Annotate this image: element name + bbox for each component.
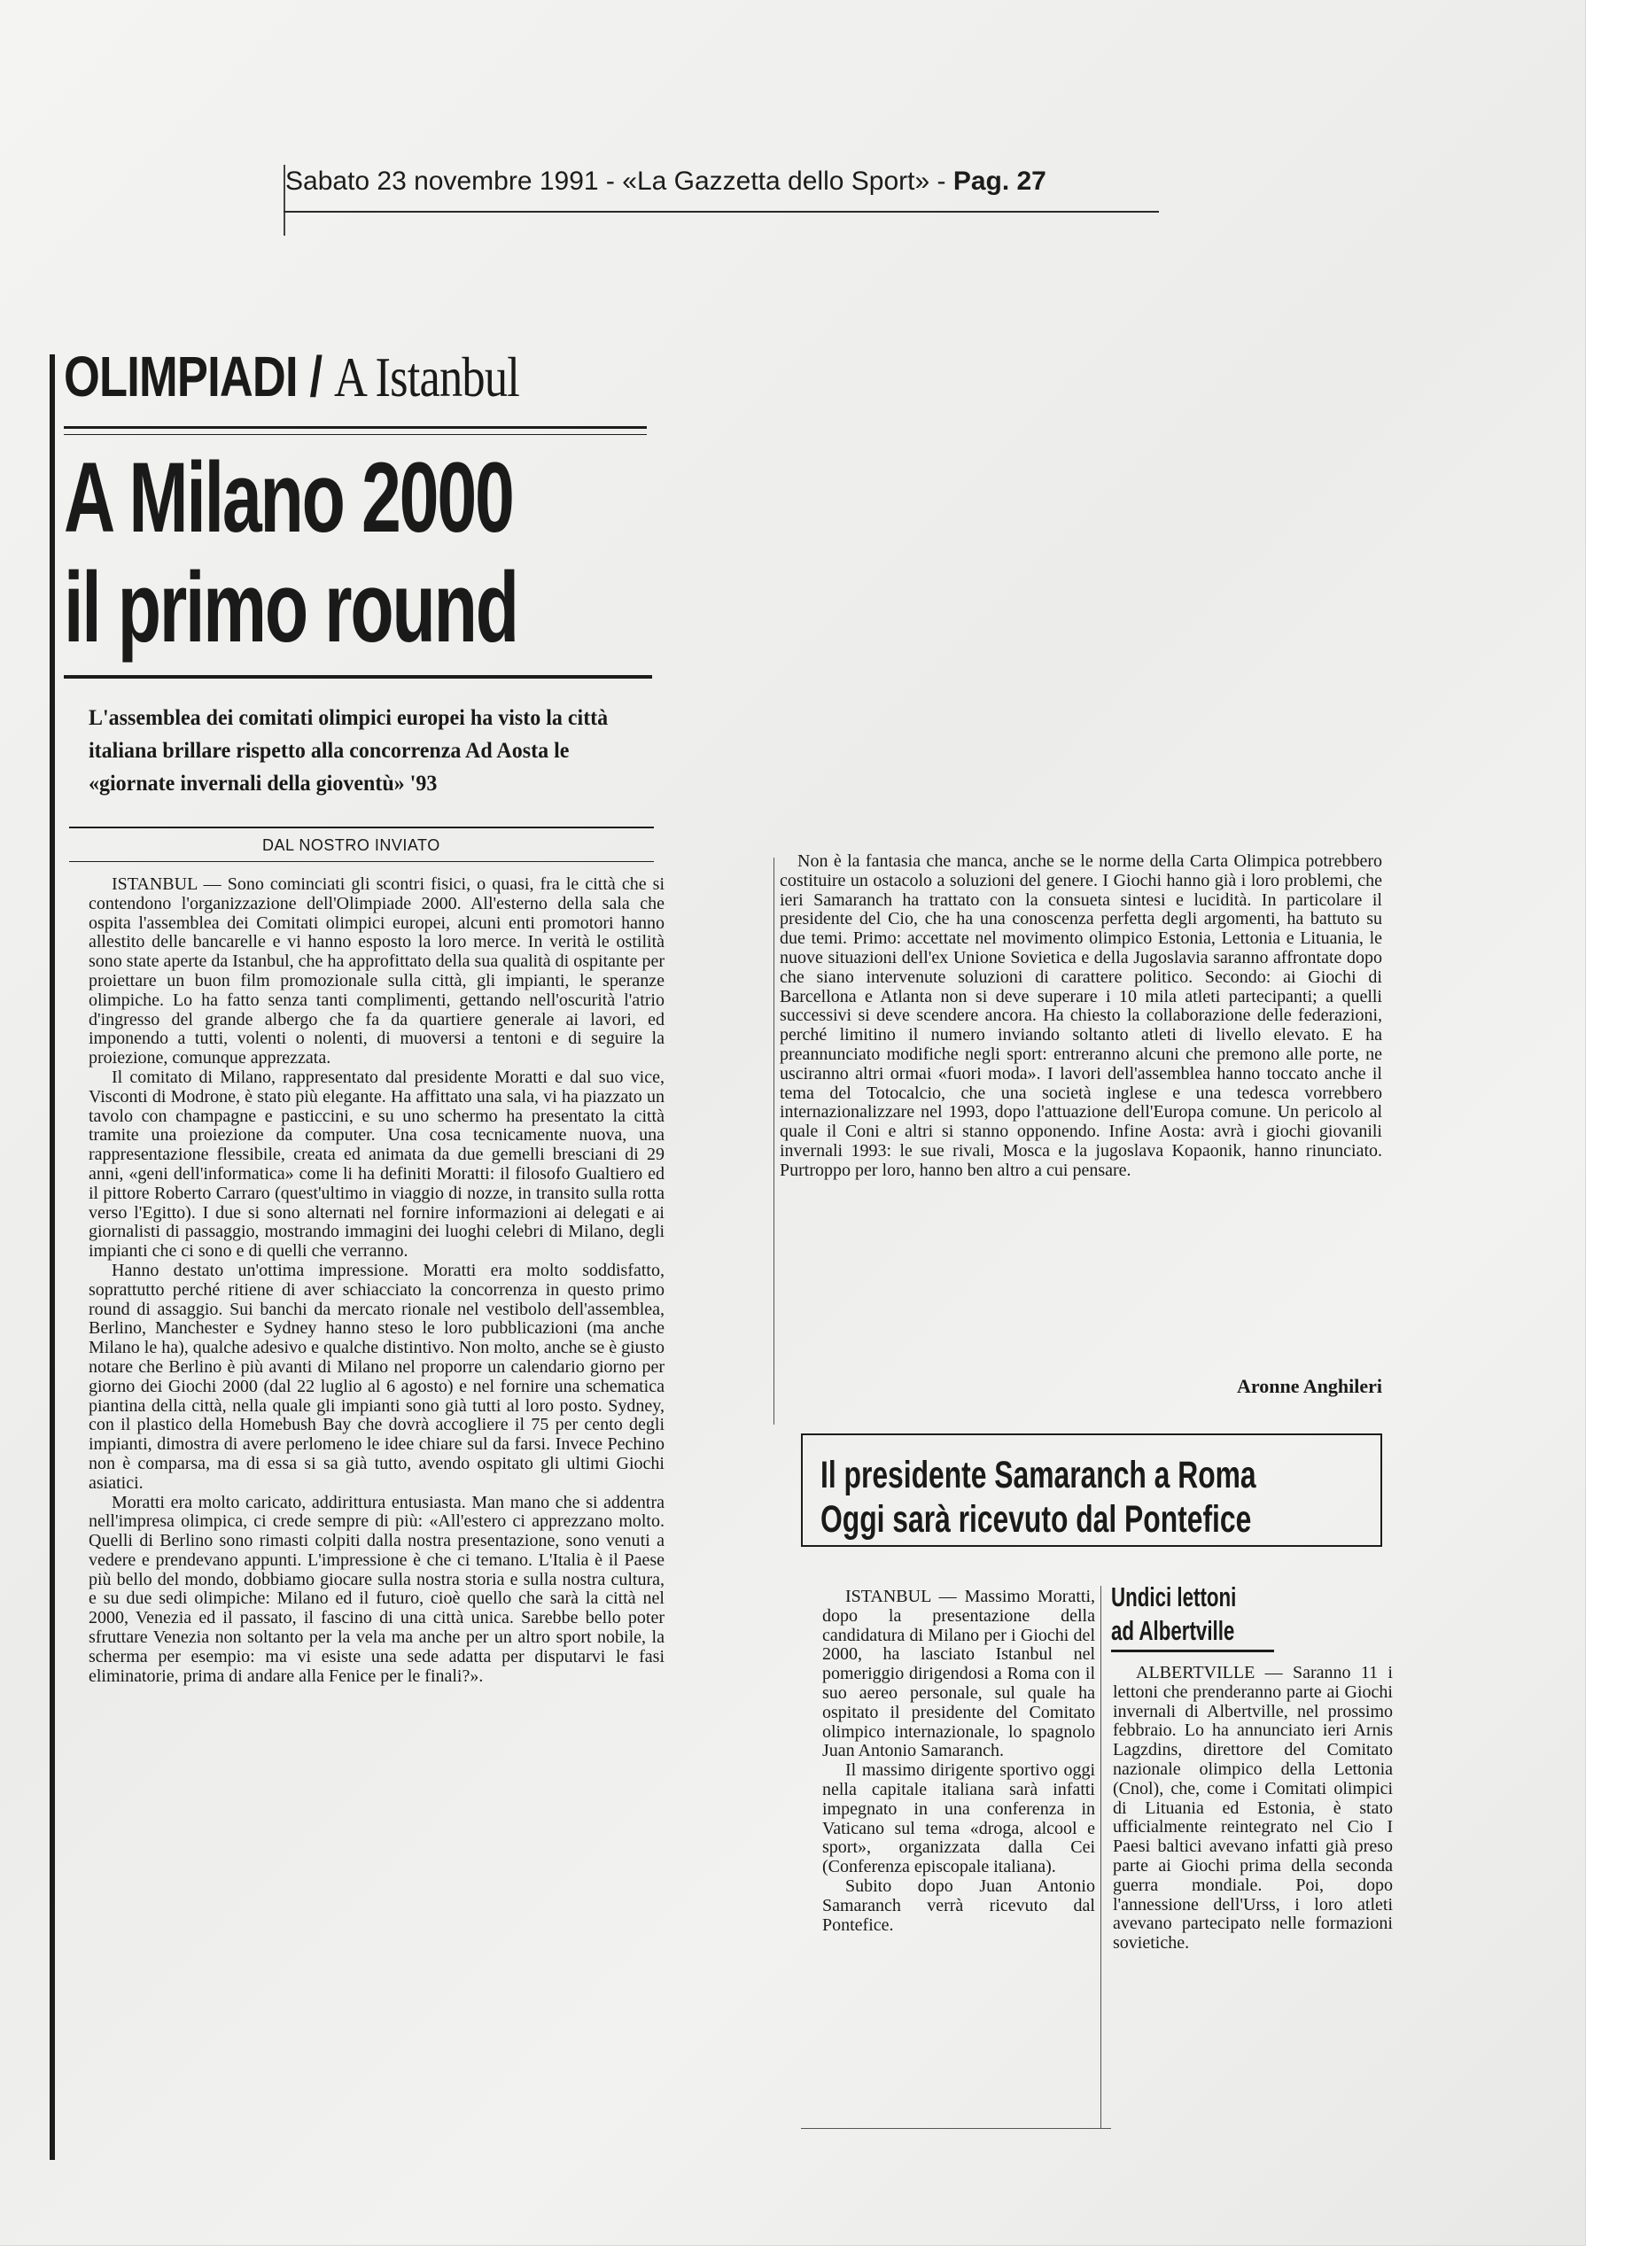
column-divider [773,858,774,1425]
box-article-bottom-rule [801,2128,1111,2129]
paragraph: ISTANBUL — Massimo Moratti, dopo la presentazione della candidatura di Milano per i Giochi del 2000, ha lasciato Istanbul nel pomeriggio dirigendosi a Roma con il suo aereo personale, sul quale ha ospitato il presidente del Comitato olimpico internazionale, lo spagnolo Juan Antonio Samaranch. [822,1588,1095,1761]
side-title-line-1: Undici lettoni [1111,1581,1237,1612]
byline-rule [69,861,654,862]
kicker-rule-thin [64,434,647,435]
article-column-2 [780,852,1382,1362]
headline-rule [64,675,652,679]
headline-line-1: A Milano 2000 [64,442,513,553]
paragraph: Non è la fantasia che manca, anche se le norme della Carta Olimpica potrebbero costituire un ostacolo a soluzioni del genere. I Giochi hanno già i loro problemi, che ieri Samaranch ha trattato con la consueta sintesi e lucidità. In particolare il presidente del Cio, che ha una conoscenza perfetta degli argomenti, ha battuto su due temi. Primo: accettate nel movimento olimpico Estonia, Lettonia e Lituania, le nuove situazioni dell'ex Unione Sovietica e della Jugoslavia saranno affrontate dopo che siano intervenute soluzioni di carattere politico. Secondo: ai Giochi di Barcellona e Atlanta non si deve superare i 10 mila atleti partecipanti; a quelli successivi si deve scendere ancora. Ha chiesto la collaborazione delle federazioni, perché limitino il numero inviando soltanto atleti di livello elevato. E ha preannunciato modifiche negli sport: entreranno alcuni che premono alle porte, ne usciranno altri ormai «fuori moda». I lavori dell'assemblea hanno toccato anche il tema del Totocalcio, che una società inglese e una tedesca vorrebbero internazionalizzare nel 1993, dopo l'attuazione dell'Europa comune. Un pericolo al quale il Coni e altri si stanno opponendo. Infine Aosta: avrà i giochi giovanili invernali 1993: le sue rivali, Mosca e la jugoslava Kopaonik, hanno rinunciato. Purtroppo per loro, hanno ben altro a cui pensare. [780,852,1382,1180]
article-headline [64,443,638,663]
article-subhead: L'assemblea dei comitati olimpici europei ha visto la città italiana brillare rispetto alla concorrenza Ad Aosta le «giornate invernali della gioventù» '93 [89,706,609,796]
kicker-section: OLIMPIADI / [64,345,335,408]
article-signature: Aronne Anghileri [1236,1375,1382,1397]
headline-line-2: il primo round [64,552,517,663]
boxed-headline [820,1453,1345,1542]
paragraph: ALBERTVILLE — Saranno 11 i lettoni che prenderanno parte ai Giochi invernali di Albertville, nel prossimo febbraio. Lo ha annunciato ieri Arnis Lagzdins, direttore del Comitato nazionale olimpico della Lettonia (Cnol), che, come i Comitati olimpici di Lituania ed Estonia, è stato ufficialmente reintegrato nel Cio I Paesi baltici avevano infatti già preso parte ai Giochi prima della seconda guerra mondiale. Poi, dopo l'annessione dell'Urss, i loro atleti avevano partecipato nelle formazioni sovietiche. [1113,1664,1393,1953]
subhead-rule [69,827,654,828]
paragraph: Hanno destato un'ottima impressione. Moratti era molto soddisfatto, soprattutto perché ritiene di aver schiacciato la concorrenza in questo primo round di assaggio. Sui banchi da mercato rionale nel vestibolo dell'assemblea, Berlino, Manchester e Sydney hanno steso le loro pubblicazioni (ma anche Milano le ha), qualche adesivo e qualche distintivo. Non molto, anche se è giusto notare che Berlino è più avanti di Milano nel proporre un calendario giorno per giorno dei Giochi 2000 (dal 22 luglio al 6 agosto) e nel fornire una schematica piantina della città, nella quale gli impianti sono già tutti al loro posto. Sydney, con il plastico della Homebush Bay che dovrà accogliere il 75 per cento degli impianti, dimostra di avere perlomeno le idee chiare sul da farsi. Invece Pechino non è comparsa, ma di essa si sa già tutto, avendo ospitato gli ultimi Giochi asiatici. [89,1260,665,1493]
boxed-headline-line-2: Oggi sarà ricevuto dal Pontefice [820,1498,1252,1541]
paragraph: Il comitato di Milano, rappresentato dal presidente Moratti e dal suo vice, Visconti di Modrone, è stato più elegante. Ha affittato una sala, vi ha piazzato un tavolo con champagne e pasticcini, e su uno schermo ha presentato la città tramite una proiezione da computer. Una cosa tecnicamente nuova, una rappresentazione flessibile, creata ed animata da due gemelli bresciani di 29 anni, «geni dell'informatica» come li ha definiti Moratti: il filosofo Gualtiero ed il pittore Roberto Carraro (quest'ultimo in viaggio di nozze, in transito sulla rotta verso l'Egitto). I due si sono alternati nel fornire informazioni ai delegati e ai giornalisti di passaggio, mostrando immagini dei luoghi celebri di Milano, degli impianti che ci sono e di quelli che verranno. [89,1067,665,1262]
column-divider [1100,1586,1101,2128]
article-left-bar [50,354,55,2160]
header-rule [284,211,1159,213]
box-article-body [822,1588,1095,2124]
paragraph: Il massimo dirigente sportivo oggi nella capitale italiana sarà infatti impegnato in una conferenza in Vaticano sul tema «droga, alcool e sport», organizzata dalla Cei (Conferenza episcopale italiana). [822,1760,1095,1877]
article-byline: DAL NOSTRO INVIATO [262,836,440,854]
side-article-title [1111,1581,1302,1648]
boxed-headline-line-1: Il presidente Samaranch a Roma [820,1454,1256,1496]
article-kicker [64,344,543,410]
kicker-rule-thick [64,426,647,429]
kicker-place: A Istanbul [334,346,520,408]
header-page-number: Pag. 27 [952,167,1046,196]
paragraph: Moratti era molto caricato, addirittura entusiasta. Man mano che si addentra nell'impresa olimpica, ci crede sempre di più: «All'estero ci apprezzano molto. Quelli di Berlino sono rimasti colpiti dalla nostra presentazione, sono venuti a vedere e prendevano appunti. L'impressione è che ci temano. L'Italia è il Paese più bello del mondo, dobbiamo giocare sulla nostra storia e sulla nostra cultura, e su due sedi olimpiche: Milano ed il futuro, cioè quello che sarà la città nel 2000, Venezia ed il passato, il fascino di una città unica. Sarebbe bello poter sfruttare Venezia non soltanto per la vela ma anche per un altro sport nobile, la scherma per esempio: ma vi esiste una sede adatta per disputarvi le fasi eliminatorie, prima di andare alla Fenice per le finali?». [89,1492,665,1686]
paragraph: Subito dopo Juan Antonio Samaranch verrà ricevuto dal Pontefice. [822,1876,1095,1935]
side-title-line-2: ad Albertville [1111,1615,1235,1646]
side-article-body [1113,1664,1393,2124]
side-title-rule [1111,1650,1274,1652]
article-column-1 [89,875,665,2160]
page-header [285,167,1158,197]
paragraph: ISTANBUL — Sono cominciati gli scontri fisici, o quasi, fra le città che si contendono l'organizzazione dell'Olimpiade 2000. All'esterno della sala che ospita l'assemblea dei Comitati olimpici europei, alcuni enti promotori hanno allestito delle bancarelle e vi hanno esposto la loro merce. In verità le ostilità sono state aperte da Istanbul, che ha approfittato della sua qualità di ospitante per proiettare un buon film promozionale sulla città, gli impianti, le speranze olimpiche. Lo ha fatto senza tanti complimenti, gettando nell'oscurità l'atrio d'ingresso del grande albergo che fa da quartiere generale ai lavori, ed imponendo a tutti, volenti o nolenti, di muoversi a tentoni e di seguire la proiezione, comunque apprezzata. [89,875,665,1068]
header-date-source: Sabato 23 novembre 1991 - «La Gazzetta dello Sport» - [285,167,953,196]
